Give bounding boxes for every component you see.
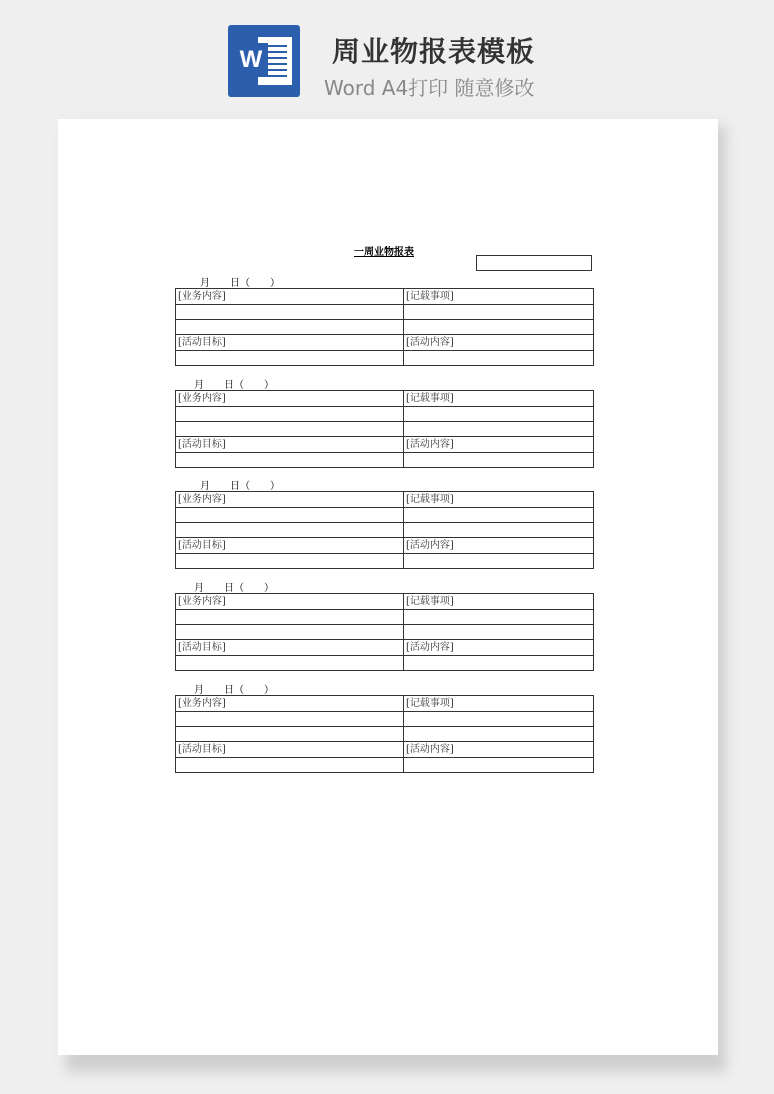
day-table — [175, 593, 594, 671]
document-title: 一周业物报表 — [354, 247, 414, 258]
day-table — [175, 390, 594, 468]
input-cell[interactable] — [176, 712, 404, 727]
records-cell: [记载事项] — [404, 696, 594, 712]
records-cell: [记载事项] — [404, 391, 594, 407]
page-subtitle: Word A4打印 随意修改 — [324, 76, 535, 100]
input-cell[interactable] — [404, 656, 594, 671]
word-icon — [228, 25, 300, 97]
day-table — [175, 288, 594, 366]
input-cell[interactable] — [176, 656, 404, 671]
header — [0, 0, 774, 110]
paper-page — [58, 119, 718, 1055]
input-cell[interactable] — [176, 758, 404, 773]
input-cell[interactable] — [404, 305, 594, 320]
day-label: 月 日（ ） — [194, 380, 274, 391]
word-letter: W — [234, 43, 268, 77]
input-cell[interactable] — [176, 407, 404, 422]
business-content-cell: [业务内容] — [176, 696, 404, 712]
activity-goal-cell: [活动目标] — [176, 437, 404, 453]
input-cell[interactable] — [404, 727, 594, 742]
activity-goal-cell: [活动目标] — [176, 742, 404, 758]
input-cell[interactable] — [404, 407, 594, 422]
input-cell[interactable] — [176, 554, 404, 569]
input-cell[interactable] — [404, 351, 594, 366]
activity-goal-cell: [活动目标] — [176, 335, 404, 351]
input-cell[interactable] — [404, 320, 594, 335]
records-cell: [记载事项] — [404, 594, 594, 610]
activity-content-cell: [活动内容] — [404, 640, 594, 656]
input-cell[interactable] — [176, 610, 404, 625]
input-cell[interactable] — [404, 758, 594, 773]
input-cell[interactable] — [176, 351, 404, 366]
activity-content-cell: [活动内容] — [404, 437, 594, 453]
input-cell[interactable] — [176, 320, 404, 335]
business-content-cell: [业务内容] — [176, 492, 404, 508]
records-cell: [记载事项] — [404, 492, 594, 508]
input-cell[interactable] — [404, 610, 594, 625]
input-cell[interactable] — [404, 554, 594, 569]
day-label: 月 日（ ） — [194, 583, 274, 594]
business-content-cell: [业务内容] — [176, 391, 404, 407]
input-cell[interactable] — [404, 422, 594, 437]
records-cell: [记载事项] — [404, 289, 594, 305]
activity-content-cell: [活动内容] — [404, 335, 594, 351]
name-field-box[interactable] — [476, 255, 592, 271]
input-cell[interactable] — [176, 508, 404, 523]
activity-goal-cell: [活动目标] — [176, 538, 404, 554]
activity-goal-cell: [活动目标] — [176, 640, 404, 656]
activity-content-cell: [活动内容] — [404, 742, 594, 758]
day-label: 月 日（ ） — [194, 685, 274, 696]
input-cell[interactable] — [404, 453, 594, 468]
day-label: 月 日（ ） — [200, 481, 280, 492]
day-label: 月 日（ ） — [200, 278, 280, 289]
page-title: 周业物报表模板 — [332, 35, 536, 68]
input-cell[interactable] — [404, 508, 594, 523]
input-cell[interactable] — [176, 727, 404, 742]
input-cell[interactable] — [404, 625, 594, 640]
input-cell[interactable] — [404, 712, 594, 727]
day-table — [175, 695, 594, 773]
input-cell[interactable] — [404, 523, 594, 538]
business-content-cell: [业务内容] — [176, 289, 404, 305]
input-cell[interactable] — [176, 453, 404, 468]
activity-content-cell: [活动内容] — [404, 538, 594, 554]
input-cell[interactable] — [176, 625, 404, 640]
input-cell[interactable] — [176, 422, 404, 437]
input-cell[interactable] — [176, 305, 404, 320]
business-content-cell: [业务内容] — [176, 594, 404, 610]
input-cell[interactable] — [176, 523, 404, 538]
day-table — [175, 491, 594, 569]
